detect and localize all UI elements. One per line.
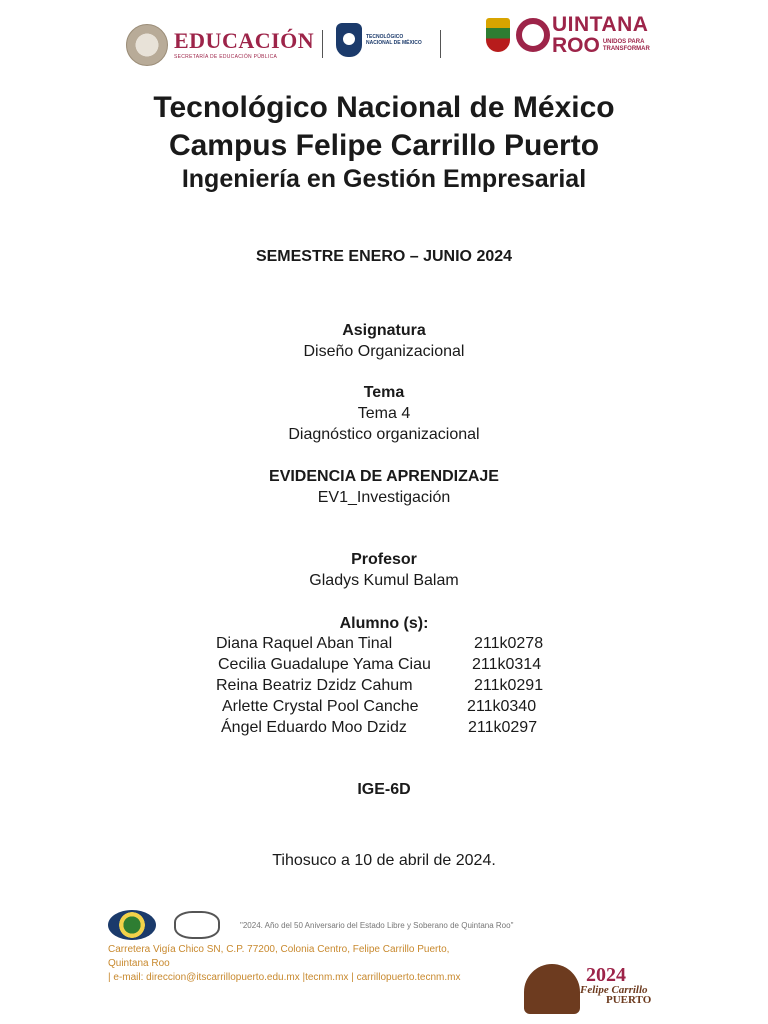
footer-logos <box>108 910 220 940</box>
asignatura-label: Asignatura <box>342 322 426 339</box>
evidencia-label: EVIDENCIA DE APRENDIZAJE <box>269 468 499 485</box>
tecnm-logo <box>336 23 422 57</box>
qroo-line1: UINTANA <box>552 13 649 36</box>
qroo-tag2: TRANSFORMAR <box>602 45 650 52</box>
evidencia-value: EV1_Investigación <box>317 489 451 506</box>
footer-address1: Carretera Vigía Chico SN, C.P. 77200, Colonia Centro, Felipe Carrillo Puerto, <box>108 944 450 955</box>
grupo: IGE-6D <box>357 781 411 798</box>
tema-value1: Tema 4 <box>357 405 411 422</box>
quintana-roo-logo <box>486 14 650 56</box>
portrait-icon <box>524 964 580 1014</box>
footer-address2: Quintana Roo <box>108 958 170 969</box>
badge-year: 2024 <box>586 964 626 986</box>
alumno-id: 211k0297 <box>468 719 538 736</box>
alumno-name: Diana Raquel Aban Tinal <box>216 635 393 652</box>
tema-label: Tema <box>363 384 405 401</box>
alumno-id: 211k0314 <box>472 656 542 673</box>
badge-name: Felipe Carrillo <box>580 984 648 996</box>
profesor-value: Gladys Kumul Balam <box>309 572 459 589</box>
header-divider <box>322 30 323 58</box>
qroo-line2: ROO <box>552 34 600 57</box>
fecha: Tihosuco a 10 de abril de 2024. <box>272 852 496 869</box>
alumnos-label: Alumno (s): <box>339 615 429 632</box>
asignatura-value: Diseño Organizacional <box>303 343 465 360</box>
footer-contact: | e-mail: direccion@itscarrillopuerto.edu.mx |tecnm.mx | carrillopuerto.tecnm.mx <box>108 972 461 983</box>
title-line3: Ingeniería en Gestión Empresarial <box>181 165 587 193</box>
qroo-tag1: UNIDOS PARA <box>602 38 645 45</box>
header-divider-2 <box>440 30 441 58</box>
educacion-logo <box>126 20 316 70</box>
footer-motto: "2024. Año del 50 Aniversario del Estado Libre y Soberano de Quintana Roo" <box>240 921 514 930</box>
tecnm-line2: NACIONAL DE MÉXICO <box>366 40 422 46</box>
alumno-name: Reina Beatriz Dzidz Cahum <box>216 677 413 694</box>
tecnm-gear-icon <box>336 23 362 57</box>
semestre: SEMESTRE ENERO – JUNIO 2024 <box>255 248 513 265</box>
q-circle-icon <box>516 18 550 52</box>
institute-seal-icon <box>108 910 156 940</box>
alumno-id: 211k0291 <box>474 677 544 694</box>
tema-value2: Diagnóstico organizacional <box>288 426 480 443</box>
felipe-carrillo-2024-badge <box>524 962 654 1014</box>
alumno-id: 211k0340 <box>467 698 537 715</box>
title-line2: Campus Felipe Carrillo Puerto <box>168 129 600 162</box>
educacion-subtitle: SECRETARÍA DE EDUCACIÓN PÚBLICA <box>174 54 278 60</box>
alumno-name: Arlette Crystal Pool Canche <box>222 698 419 715</box>
educacion-title: EDUCACIÓN <box>174 28 315 53</box>
title-line1: Tecnológico Nacional de México <box>153 91 615 124</box>
national-seal-icon <box>126 24 168 66</box>
alumno-name: Ángel Eduardo Moo Dzidz <box>221 719 407 736</box>
profesor-label: Profesor <box>351 551 417 568</box>
anniversary-logo-icon <box>174 911 220 939</box>
alumno-id: 211k0278 <box>474 635 544 652</box>
state-shield-icon <box>486 18 510 52</box>
tecnm-line1: TECNOLÓGICO <box>366 34 404 40</box>
badge-puerto: PUERTO <box>606 994 652 1006</box>
alumno-name: Cecilia Guadalupe Yama Ciau <box>218 656 431 673</box>
